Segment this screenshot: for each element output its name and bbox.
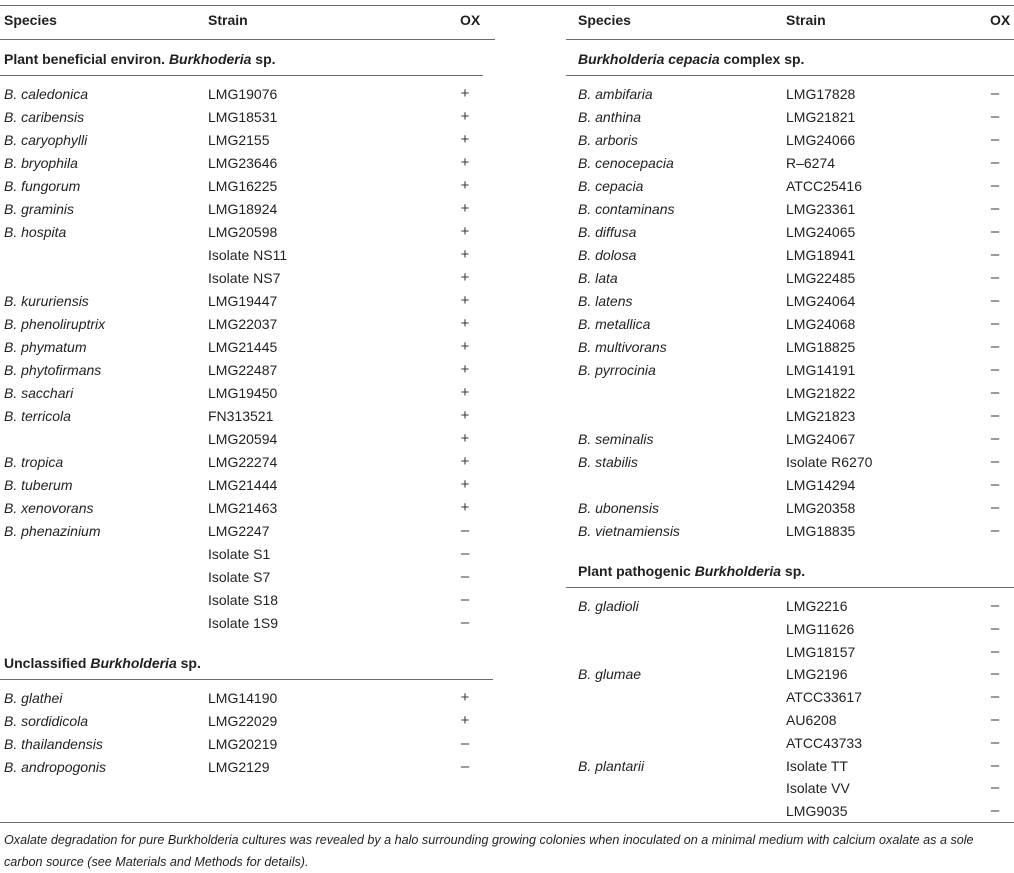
strain-cell: LMG21463 (208, 500, 278, 516)
strain-cell: LMG18924 (208, 201, 278, 217)
species-cell: B. andropogonis (4, 759, 106, 775)
strain-cell: LMG22029 (208, 713, 278, 729)
strain-cell: LMG21821 (786, 109, 856, 125)
strain-cell: LMG21445 (208, 339, 278, 355)
table-row (0, 404, 495, 427)
section-rule (566, 587, 1014, 588)
table-row (566, 381, 1014, 404)
right-table-column (566, 0, 1014, 822)
section-title (578, 51, 804, 67)
strain-cell: LMG18531 (208, 109, 278, 125)
left-header-row (0, 0, 495, 40)
table-row (566, 220, 1014, 243)
ox-cell: – (990, 665, 1000, 683)
strain-cell: Isolate S7 (208, 569, 271, 585)
section-title-part: sp. (251, 51, 276, 67)
table-row (0, 473, 495, 496)
table-row (0, 519, 495, 542)
ox-cell: – (460, 522, 470, 539)
table-row (566, 243, 1014, 266)
strain-cell: LMG19450 (208, 385, 278, 401)
species-cell: B. anthina (578, 109, 642, 125)
species-cell: B. cenocepacia (578, 155, 674, 171)
strain-cell: Isolate R6270 (786, 454, 873, 470)
ox-cell: – (990, 85, 1000, 102)
table-row (566, 427, 1014, 450)
table-row (566, 754, 1014, 777)
table-row (566, 404, 1014, 427)
header-ox: OX (990, 12, 1011, 28)
strain-cell: LMG18941 (786, 247, 856, 263)
strain-cell: LMG24066 (786, 132, 856, 148)
strain-cell: LMG20598 (208, 224, 278, 240)
table-row (0, 611, 495, 634)
table-row (566, 617, 1014, 640)
species-cell: B. vietnamiensis (578, 523, 680, 539)
ox-cell: + (460, 407, 470, 424)
table-row (0, 381, 495, 404)
table-row (0, 588, 495, 611)
ox-cell: – (990, 597, 1000, 614)
strain-cell: LMG20594 (208, 431, 278, 447)
ox-cell: – (990, 522, 1000, 539)
species-cell: B. phymatum (4, 339, 87, 355)
species-cell: B. dolosa (578, 247, 637, 263)
table-row (0, 174, 495, 197)
strain-cell: LMG2247 (208, 523, 270, 539)
species-cell: B. latens (578, 293, 633, 309)
strain-cell: LMG11626 (786, 620, 855, 637)
species-cell: B. contaminans (578, 201, 675, 217)
table-row (566, 151, 1014, 174)
strain-cell: LMG17828 (786, 86, 856, 102)
strain-cell: LMG9035 (786, 803, 848, 820)
strain-cell: LMG2129 (208, 759, 270, 775)
species-cell: B. lata (578, 270, 618, 286)
species-cell: B. fungorum (4, 178, 81, 194)
table-row (0, 542, 495, 565)
ox-cell: + (460, 131, 470, 148)
table-row (0, 220, 495, 243)
left-table-column (0, 0, 495, 778)
strain-cell: Isolate NS7 (208, 270, 281, 286)
species-cell: B. multivorans (578, 339, 667, 355)
table-row (566, 662, 1014, 685)
strain-cell: LMG22485 (786, 270, 856, 286)
section-title (4, 655, 201, 671)
table-row (0, 266, 495, 289)
species-cell: B. phenazinium (4, 523, 101, 539)
section-rule (0, 679, 493, 680)
ox-cell: + (460, 689, 470, 706)
species-cell: B. hospita (4, 224, 67, 240)
ox-cell: + (460, 338, 470, 355)
table-row (0, 496, 495, 519)
table-row (0, 450, 495, 473)
ox-cell: – (990, 246, 1000, 263)
species-cell: B. tropica (4, 454, 64, 470)
table-row (566, 473, 1014, 496)
ox-cell: – (990, 292, 1000, 309)
species-cell: B. bryophila (4, 155, 78, 171)
section-title (4, 51, 276, 67)
ox-cell: – (990, 430, 1000, 447)
strain-cell: LMG21823 (786, 408, 856, 424)
strain-cell: Isolate VV (786, 780, 850, 797)
ox-cell: – (990, 315, 1000, 332)
ox-cell: – (990, 733, 1000, 751)
strain-cell: LMG16225 (208, 178, 278, 194)
ox-cell: – (990, 453, 1000, 470)
strain-cell: LMG14294 (786, 477, 856, 493)
ox-cell: – (990, 407, 1000, 424)
strain-cell: Isolate 1S9 (208, 615, 279, 631)
section-title-part: sp. (781, 563, 806, 579)
strain-cell: LMG18825 (786, 339, 856, 355)
strain-cell: LMG18157 (786, 643, 856, 660)
table-row (566, 335, 1014, 358)
strain-cell: FN313521 (208, 408, 274, 424)
strain-cell: ATCC25416 (786, 178, 863, 194)
header-ox: OX (460, 12, 481, 28)
ox-cell: – (460, 568, 470, 585)
table-row (0, 197, 495, 220)
table-row (0, 243, 495, 266)
table-row (566, 266, 1014, 289)
ox-cell: – (460, 545, 470, 562)
table-row (566, 496, 1014, 519)
table-row (566, 450, 1014, 473)
species-cell: B. ubonensis (578, 500, 659, 516)
section-title-part: Burkhoderia (168, 51, 252, 67)
ox-cell: – (990, 756, 1000, 774)
table-row (0, 755, 495, 778)
species-cell: B. kururiensis (4, 293, 89, 309)
table-row (566, 594, 1014, 617)
ox-cell: – (990, 384, 1000, 401)
ox-cell: – (990, 131, 1000, 148)
table-row (0, 732, 495, 755)
ox-cell: – (990, 688, 1000, 706)
species-cell: B. gladioli (578, 598, 639, 614)
strain-cell: LMG20219 (208, 736, 278, 752)
species-cell: B. graminis (4, 201, 75, 217)
ox-cell: + (460, 361, 470, 378)
strain-cell: LMG23646 (208, 155, 278, 171)
section-title-part: Plant pathogenic (578, 563, 695, 579)
ox-cell: + (460, 200, 470, 217)
table-row (0, 151, 495, 174)
ox-cell: – (460, 614, 470, 631)
strain-cell: LMG22037 (208, 316, 278, 332)
species-cell: B. diffusa (578, 224, 637, 240)
ox-cell: – (990, 499, 1000, 516)
section-title (578, 563, 805, 579)
ox-cell: + (460, 177, 470, 194)
ox-cell: – (990, 710, 1000, 728)
strain-cell: LMG24064 (786, 293, 856, 309)
strain-cell: LMG23361 (786, 201, 856, 217)
table-row (566, 708, 1014, 731)
section-heading (0, 644, 495, 680)
ox-cell: + (460, 223, 470, 240)
table-row (566, 799, 1014, 822)
table-row (566, 105, 1014, 128)
species-cell: B. terricola (4, 408, 71, 424)
species-cell: B. plantarii (578, 757, 645, 774)
section-title-part: complex sp. (719, 51, 805, 67)
table-row (566, 685, 1014, 708)
ox-cell: – (990, 154, 1000, 171)
species-cell: B. tuberum (4, 477, 73, 493)
table-row (566, 128, 1014, 151)
strain-cell: Isolate S18 (208, 592, 279, 608)
strain-cell: Isolate TT (786, 757, 848, 774)
strain-cell: LMG14191 (786, 362, 856, 378)
ox-cell: – (460, 591, 470, 608)
species-cell: B. phenoliruptrix (4, 316, 106, 332)
species-cell: B. ambifaria (578, 86, 653, 102)
strain-cell: ATCC43733 (786, 734, 863, 751)
strain-cell: R–6274 (786, 155, 836, 171)
table-row (0, 335, 495, 358)
strain-cell: LMG24065 (786, 224, 856, 240)
ox-cell: – (990, 269, 1000, 286)
species-cell: B. stabilis (578, 454, 638, 470)
ox-cell: – (990, 802, 1000, 820)
strain-cell: LMG22274 (208, 454, 278, 470)
ox-cell: – (990, 476, 1000, 493)
species-cell: B. thailandensis (4, 736, 103, 752)
ox-cell: + (460, 246, 470, 263)
table-row (566, 640, 1014, 663)
table-row (0, 128, 495, 151)
ox-cell: – (990, 619, 1000, 637)
ox-cell: + (460, 269, 470, 286)
species-cell: B. caribensis (4, 109, 85, 125)
section-title-part: Unclassified (4, 655, 91, 671)
ox-cell: – (990, 642, 1000, 660)
section-title-part: sp. (176, 655, 201, 671)
section-rule (566, 75, 1014, 76)
ox-cell: + (460, 292, 470, 309)
strain-cell: AU6208 (786, 711, 837, 728)
strain-cell: LMG2155 (208, 132, 270, 148)
species-cell: B. glumae (578, 666, 642, 683)
header-strain: Strain (786, 12, 826, 28)
species-cell: B. glathei (4, 690, 63, 706)
table-row (566, 519, 1014, 542)
species-cell: B. arboris (578, 132, 638, 148)
strain-cell: LMG14190 (208, 690, 278, 706)
ox-cell: – (990, 223, 1000, 240)
strain-cell: LMG21444 (208, 477, 278, 493)
table-row (566, 358, 1014, 381)
ox-cell: – (460, 758, 470, 775)
ox-cell: – (990, 361, 1000, 378)
species-cell: B. sacchari (4, 385, 74, 401)
ox-cell: + (460, 476, 470, 493)
table-row (0, 312, 495, 335)
ox-cell: + (460, 384, 470, 401)
species-cell: B. metallica (578, 316, 651, 332)
section-heading (566, 40, 1014, 76)
header-strain: Strain (208, 12, 248, 28)
strain-cell: LMG24068 (786, 316, 856, 332)
strain-cell: LMG2216 (786, 598, 848, 614)
ox-cell: – (460, 735, 470, 752)
header-species: Species (578, 12, 631, 28)
table-row (566, 731, 1014, 754)
table-row (566, 197, 1014, 220)
species-cell: B. sordidicola (4, 713, 89, 729)
right-header-row (566, 0, 1014, 40)
table-row (566, 312, 1014, 335)
species-cell: B. caledonica (4, 86, 89, 102)
section-heading (0, 40, 495, 76)
ox-cell: – (990, 779, 1000, 797)
ox-cell: + (460, 712, 470, 729)
table-row (0, 427, 495, 450)
ox-cell: – (990, 108, 1000, 125)
table-row (566, 289, 1014, 312)
strain-cell: ATCC33617 (786, 689, 863, 706)
section-rule (0, 75, 483, 76)
header-species: Species (4, 12, 57, 28)
ox-cell: + (460, 499, 470, 516)
section-heading (566, 552, 1014, 588)
table-bottom-rule (0, 822, 1014, 823)
ox-cell: + (460, 154, 470, 171)
table-row (0, 565, 495, 588)
section-title-part: Plant beneficial environ. (4, 51, 169, 67)
strain-cell: LMG24067 (786, 431, 856, 447)
strain-cell: LMG21822 (786, 385, 856, 401)
section-title-part: Burkholderia (90, 655, 177, 671)
table-row (566, 82, 1014, 105)
table-row (0, 105, 495, 128)
species-cell: B. phytofirmans (4, 362, 102, 378)
ox-cell: – (990, 177, 1000, 194)
strain-cell: LMG19447 (208, 293, 278, 309)
strain-cell: LMG20358 (786, 500, 856, 516)
table-row (0, 289, 495, 312)
species-cell: B. cepacia (578, 178, 644, 194)
species-cell: B. xenovorans (4, 500, 94, 516)
table-row (0, 82, 495, 105)
ox-cell: + (460, 108, 470, 125)
table-row (566, 776, 1014, 799)
section-title-part: Burkholderia cepacia (578, 51, 720, 67)
strain-cell: LMG19076 (208, 86, 278, 102)
strain-cell: LMG2196 (786, 666, 848, 683)
ox-cell: – (990, 200, 1000, 217)
ox-cell: + (460, 430, 470, 447)
ox-cell: + (460, 85, 470, 102)
strain-cell: Isolate S1 (208, 546, 271, 562)
strain-cell: Isolate NS11 (208, 247, 288, 263)
ox-cell: – (990, 338, 1000, 355)
table-footnote: Oxalate degradation for pure Burkholderia cultures was revealed by a halo surrounding growing colonies when inoculated on a minimal medium with calcium oxalate as a sole carbon source (see Materials and Methods for details). (4, 833, 974, 869)
species-cell: B. caryophylli (4, 132, 88, 148)
table-row (0, 686, 495, 709)
strain-cell: LMG18835 (786, 523, 856, 539)
strain-cell: LMG22487 (208, 362, 278, 378)
table-row (0, 709, 495, 732)
section-title-part: Burkholderia (694, 563, 782, 579)
table-row (566, 174, 1014, 197)
table-row (0, 358, 495, 381)
species-cell: B. seminalis (578, 431, 654, 447)
species-cell: B. pyrrocinia (578, 362, 656, 378)
ox-cell: + (460, 315, 470, 332)
ox-cell: + (460, 453, 470, 470)
